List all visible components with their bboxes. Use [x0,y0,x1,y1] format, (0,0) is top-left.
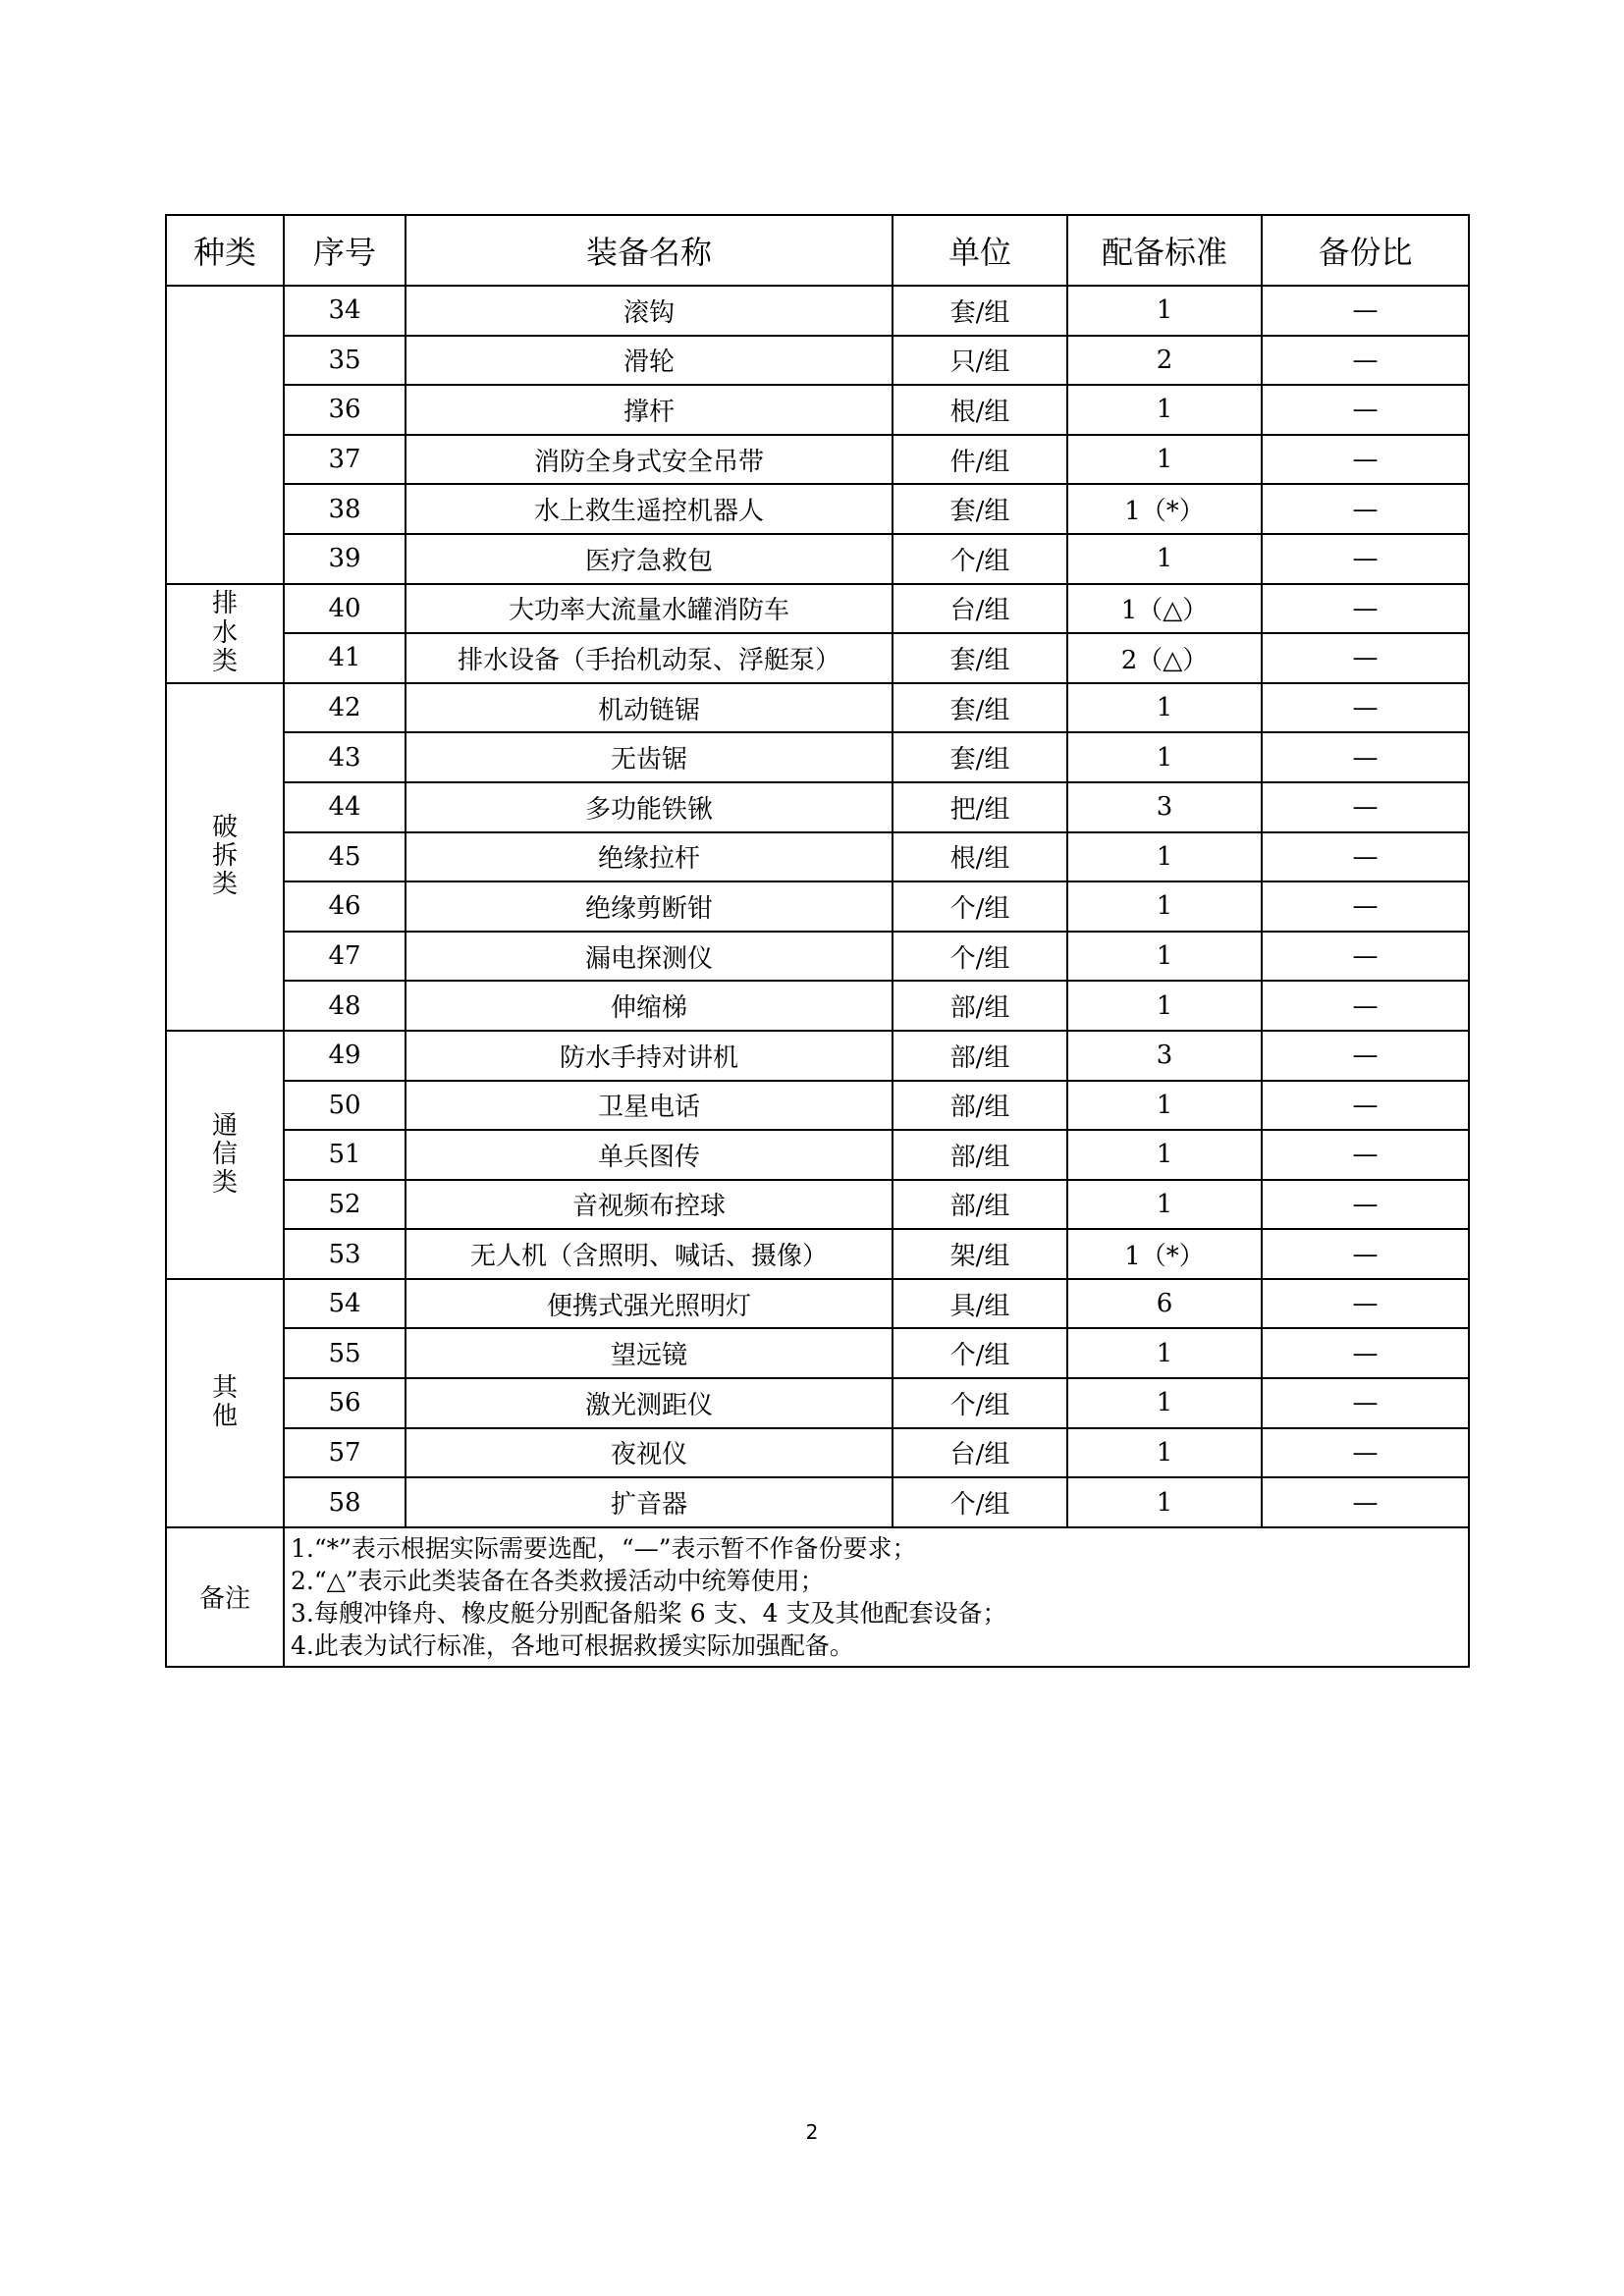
cell-backup-ratio: — [1262,981,1469,1031]
cell-unit: 部/组 [893,1180,1067,1230]
table-row [166,385,1469,435]
cell-standard: 3 [1067,1031,1262,1081]
cell-unit: 部/组 [893,1130,1067,1180]
category-label: 通信类 [211,1110,238,1198]
notes-row [166,1527,1469,1667]
cell-backup-ratio: — [1262,385,1469,435]
table-row [166,932,1469,982]
header-backup-ratio: 备份比 [1262,215,1469,286]
cell-equipment-name: 防水手持对讲机 [406,1031,893,1081]
category-cell [166,286,284,584]
cell-number: 37 [284,435,406,485]
cell-unit: 具/组 [893,1279,1067,1329]
table-row [166,1279,1469,1329]
header-equipment-name: 装备名称 [406,215,893,286]
table-row [166,1428,1469,1478]
cell-unit: 个/组 [893,1378,1067,1428]
cell-number: 48 [284,981,406,1031]
cell-equipment-name: 激光测距仪 [406,1378,893,1428]
category-cell [166,1279,284,1527]
cell-number: 49 [284,1031,406,1081]
table-row [166,534,1469,584]
cell-standard: 1（*） [1067,1229,1262,1279]
cell-equipment-name: 大功率大流量水罐消防车 [406,584,893,634]
cell-unit: 台/组 [893,1428,1067,1478]
cell-unit: 部/组 [893,1031,1067,1081]
cell-number: 35 [284,336,406,386]
note-line: 3.每艘冲锋舟、橡皮艇分别配备船桨 6 支、4 支及其他配套设备； [291,1598,1007,1628]
cell-equipment-name: 便携式强光照明灯 [406,1279,893,1329]
cell-number: 34 [284,286,406,336]
cell-number: 55 [284,1328,406,1378]
cell-unit: 根/组 [893,385,1067,435]
header-row [166,215,1469,286]
cell-equipment-name: 卫星电话 [406,1081,893,1131]
cell-standard: 1 [1067,732,1262,782]
cell-standard: 1 [1067,1378,1262,1428]
cell-equipment-name: 消防全身式安全吊带 [406,435,893,485]
table-row [166,1328,1469,1378]
cell-unit: 件/组 [893,435,1067,485]
cell-unit: 部/组 [893,1081,1067,1131]
cell-equipment-name: 无齿锯 [406,732,893,782]
category-label: 排水类 [211,589,238,676]
notes-content [284,1527,1469,1667]
cell-backup-ratio: — [1262,1378,1469,1428]
note-line: 2.“△”表示此类装备在各类救援活动中统筹使用； [291,1566,825,1595]
cell-number: 42 [284,683,406,733]
cell-standard: 2 [1067,336,1262,386]
cell-equipment-name: 水上救生遥控机器人 [406,484,893,534]
cell-unit: 架/组 [893,1229,1067,1279]
cell-backup-ratio: — [1262,832,1469,882]
cell-standard: 1 [1067,832,1262,882]
cell-unit: 台/组 [893,584,1067,634]
cell-standard: 1 [1067,1428,1262,1478]
cell-number: 36 [284,385,406,435]
cell-backup-ratio: — [1262,1477,1469,1527]
cell-number: 45 [284,832,406,882]
cell-backup-ratio: — [1262,782,1469,832]
cell-backup-ratio: — [1262,484,1469,534]
table-row [166,1477,1469,1527]
cell-unit: 套/组 [893,286,1067,336]
cell-number: 39 [284,534,406,584]
table-row [166,1031,1469,1081]
table-body [166,286,1469,1527]
cell-unit: 个/组 [893,932,1067,982]
cell-backup-ratio: — [1262,1428,1469,1478]
cell-unit: 个/组 [893,1328,1067,1378]
cell-backup-ratio: — [1262,435,1469,485]
cell-number: 58 [284,1477,406,1527]
cell-equipment-name: 滑轮 [406,336,893,386]
table-row [166,1130,1469,1180]
cell-number: 54 [284,1279,406,1329]
table-row [166,981,1469,1031]
table-row [166,683,1469,733]
cell-backup-ratio: — [1262,683,1469,733]
category-label: 其他 [211,1373,238,1432]
cell-equipment-name: 撑杆 [406,385,893,435]
cell-backup-ratio: — [1262,932,1469,982]
category-cell [166,683,284,1031]
cell-standard: 3 [1067,782,1262,832]
table-row [166,484,1469,534]
notes-label: 备注 [166,1527,284,1667]
cell-equipment-name: 无人机（含照明、喊话、摄像） [406,1229,893,1279]
cell-standard: 2（△） [1067,633,1262,683]
cell-backup-ratio: — [1262,732,1469,782]
cell-standard: 1 [1067,435,1262,485]
cell-equipment-name: 夜视仪 [406,1428,893,1478]
category-cell [166,584,284,683]
cell-standard: 1 [1067,981,1262,1031]
cell-standard: 1（△） [1067,584,1262,634]
cell-equipment-name: 绝缘剪断钳 [406,881,893,932]
cell-backup-ratio: — [1262,1229,1469,1279]
table-row [166,1378,1469,1428]
table-row [166,782,1469,832]
table-row [166,881,1469,932]
table-row [166,1229,1469,1279]
cell-equipment-name: 伸缩梯 [406,981,893,1031]
cell-equipment-name: 音视频布控球 [406,1180,893,1230]
cell-backup-ratio: — [1262,336,1469,386]
cell-unit: 套/组 [893,633,1067,683]
cell-backup-ratio: — [1262,1130,1469,1180]
table-row [166,732,1469,782]
cell-standard: 1 [1067,1130,1262,1180]
cell-standard: 1 [1067,1328,1262,1378]
cell-standard: 1 [1067,881,1262,932]
page-number: 2 [805,2120,819,2144]
cell-backup-ratio: — [1262,1279,1469,1329]
cell-backup-ratio: — [1262,1328,1469,1378]
table-row [166,584,1469,634]
cell-equipment-name: 单兵图传 [406,1130,893,1180]
cell-standard: 1 [1067,1081,1262,1131]
table-row [166,832,1469,882]
cell-standard: 1 [1067,1180,1262,1230]
cell-equipment-name: 望远镜 [406,1328,893,1378]
cell-equipment-name: 多功能铁锹 [406,782,893,832]
cell-backup-ratio: — [1262,1180,1469,1230]
cell-unit: 套/组 [893,683,1067,733]
cell-backup-ratio: — [1262,286,1469,336]
cell-standard: 1 [1067,932,1262,982]
note-line: 1.“*”表示根据实际需要选配，“—”表示暂不作备份要求； [291,1533,917,1563]
cell-unit: 个/组 [893,534,1067,584]
table-row [166,336,1469,386]
cell-number: 43 [284,732,406,782]
cell-unit: 套/组 [893,732,1067,782]
cell-equipment-name: 机动链锯 [406,683,893,733]
cell-number: 40 [284,584,406,634]
cell-unit: 把/组 [893,782,1067,832]
cell-number: 41 [284,633,406,683]
cell-standard: 1 [1067,534,1262,584]
cell-number: 38 [284,484,406,534]
cell-number: 52 [284,1180,406,1230]
table-row [166,633,1469,683]
cell-backup-ratio: — [1262,633,1469,683]
note-line: 4.此表为试行标准，各地可根据救援实际加强配备。 [291,1630,854,1660]
category-cell [166,1031,284,1279]
cell-unit: 个/组 [893,881,1067,932]
cell-equipment-name: 漏电探测仪 [406,932,893,982]
header-standard: 配备标准 [1067,215,1262,286]
cell-standard: 1 [1067,1477,1262,1527]
cell-unit: 只/组 [893,336,1067,386]
cell-number: 44 [284,782,406,832]
cell-backup-ratio: — [1262,881,1469,932]
cell-number: 46 [284,881,406,932]
cell-number: 51 [284,1130,406,1180]
cell-number: 47 [284,932,406,982]
cell-backup-ratio: — [1262,1081,1469,1131]
category-label: 破拆类 [211,813,238,900]
cell-unit: 部/组 [893,981,1067,1031]
cell-number: 56 [284,1378,406,1428]
cell-standard: 1 [1067,683,1262,733]
cell-backup-ratio: — [1262,1031,1469,1081]
header-number: 序号 [284,215,406,286]
header-category: 种类 [166,215,284,286]
cell-equipment-name: 绝缘拉杆 [406,832,893,882]
cell-unit: 根/组 [893,832,1067,882]
table-row [166,1180,1469,1230]
cell-unit: 个/组 [893,1477,1067,1527]
cell-number: 57 [284,1428,406,1478]
cell-standard: 6 [1067,1279,1262,1329]
header-unit: 单位 [893,215,1067,286]
cell-equipment-name: 排水设备（手抬机动泵、浮艇泵） [406,633,893,683]
cell-standard: 1 [1067,286,1262,336]
table-row [166,435,1469,485]
cell-backup-ratio: — [1262,534,1469,584]
table-row [166,1081,1469,1131]
cell-standard: 1（*） [1067,484,1262,534]
cell-number: 53 [284,1229,406,1279]
equipment-table [165,214,1470,1668]
cell-unit: 套/组 [893,484,1067,534]
cell-backup-ratio: — [1262,584,1469,634]
cell-equipment-name: 滚钩 [406,286,893,336]
cell-equipment-name: 医疗急救包 [406,534,893,584]
table-row [166,286,1469,336]
cell-standard: 1 [1067,385,1262,435]
cell-equipment-name: 扩音器 [406,1477,893,1527]
cell-number: 50 [284,1081,406,1131]
